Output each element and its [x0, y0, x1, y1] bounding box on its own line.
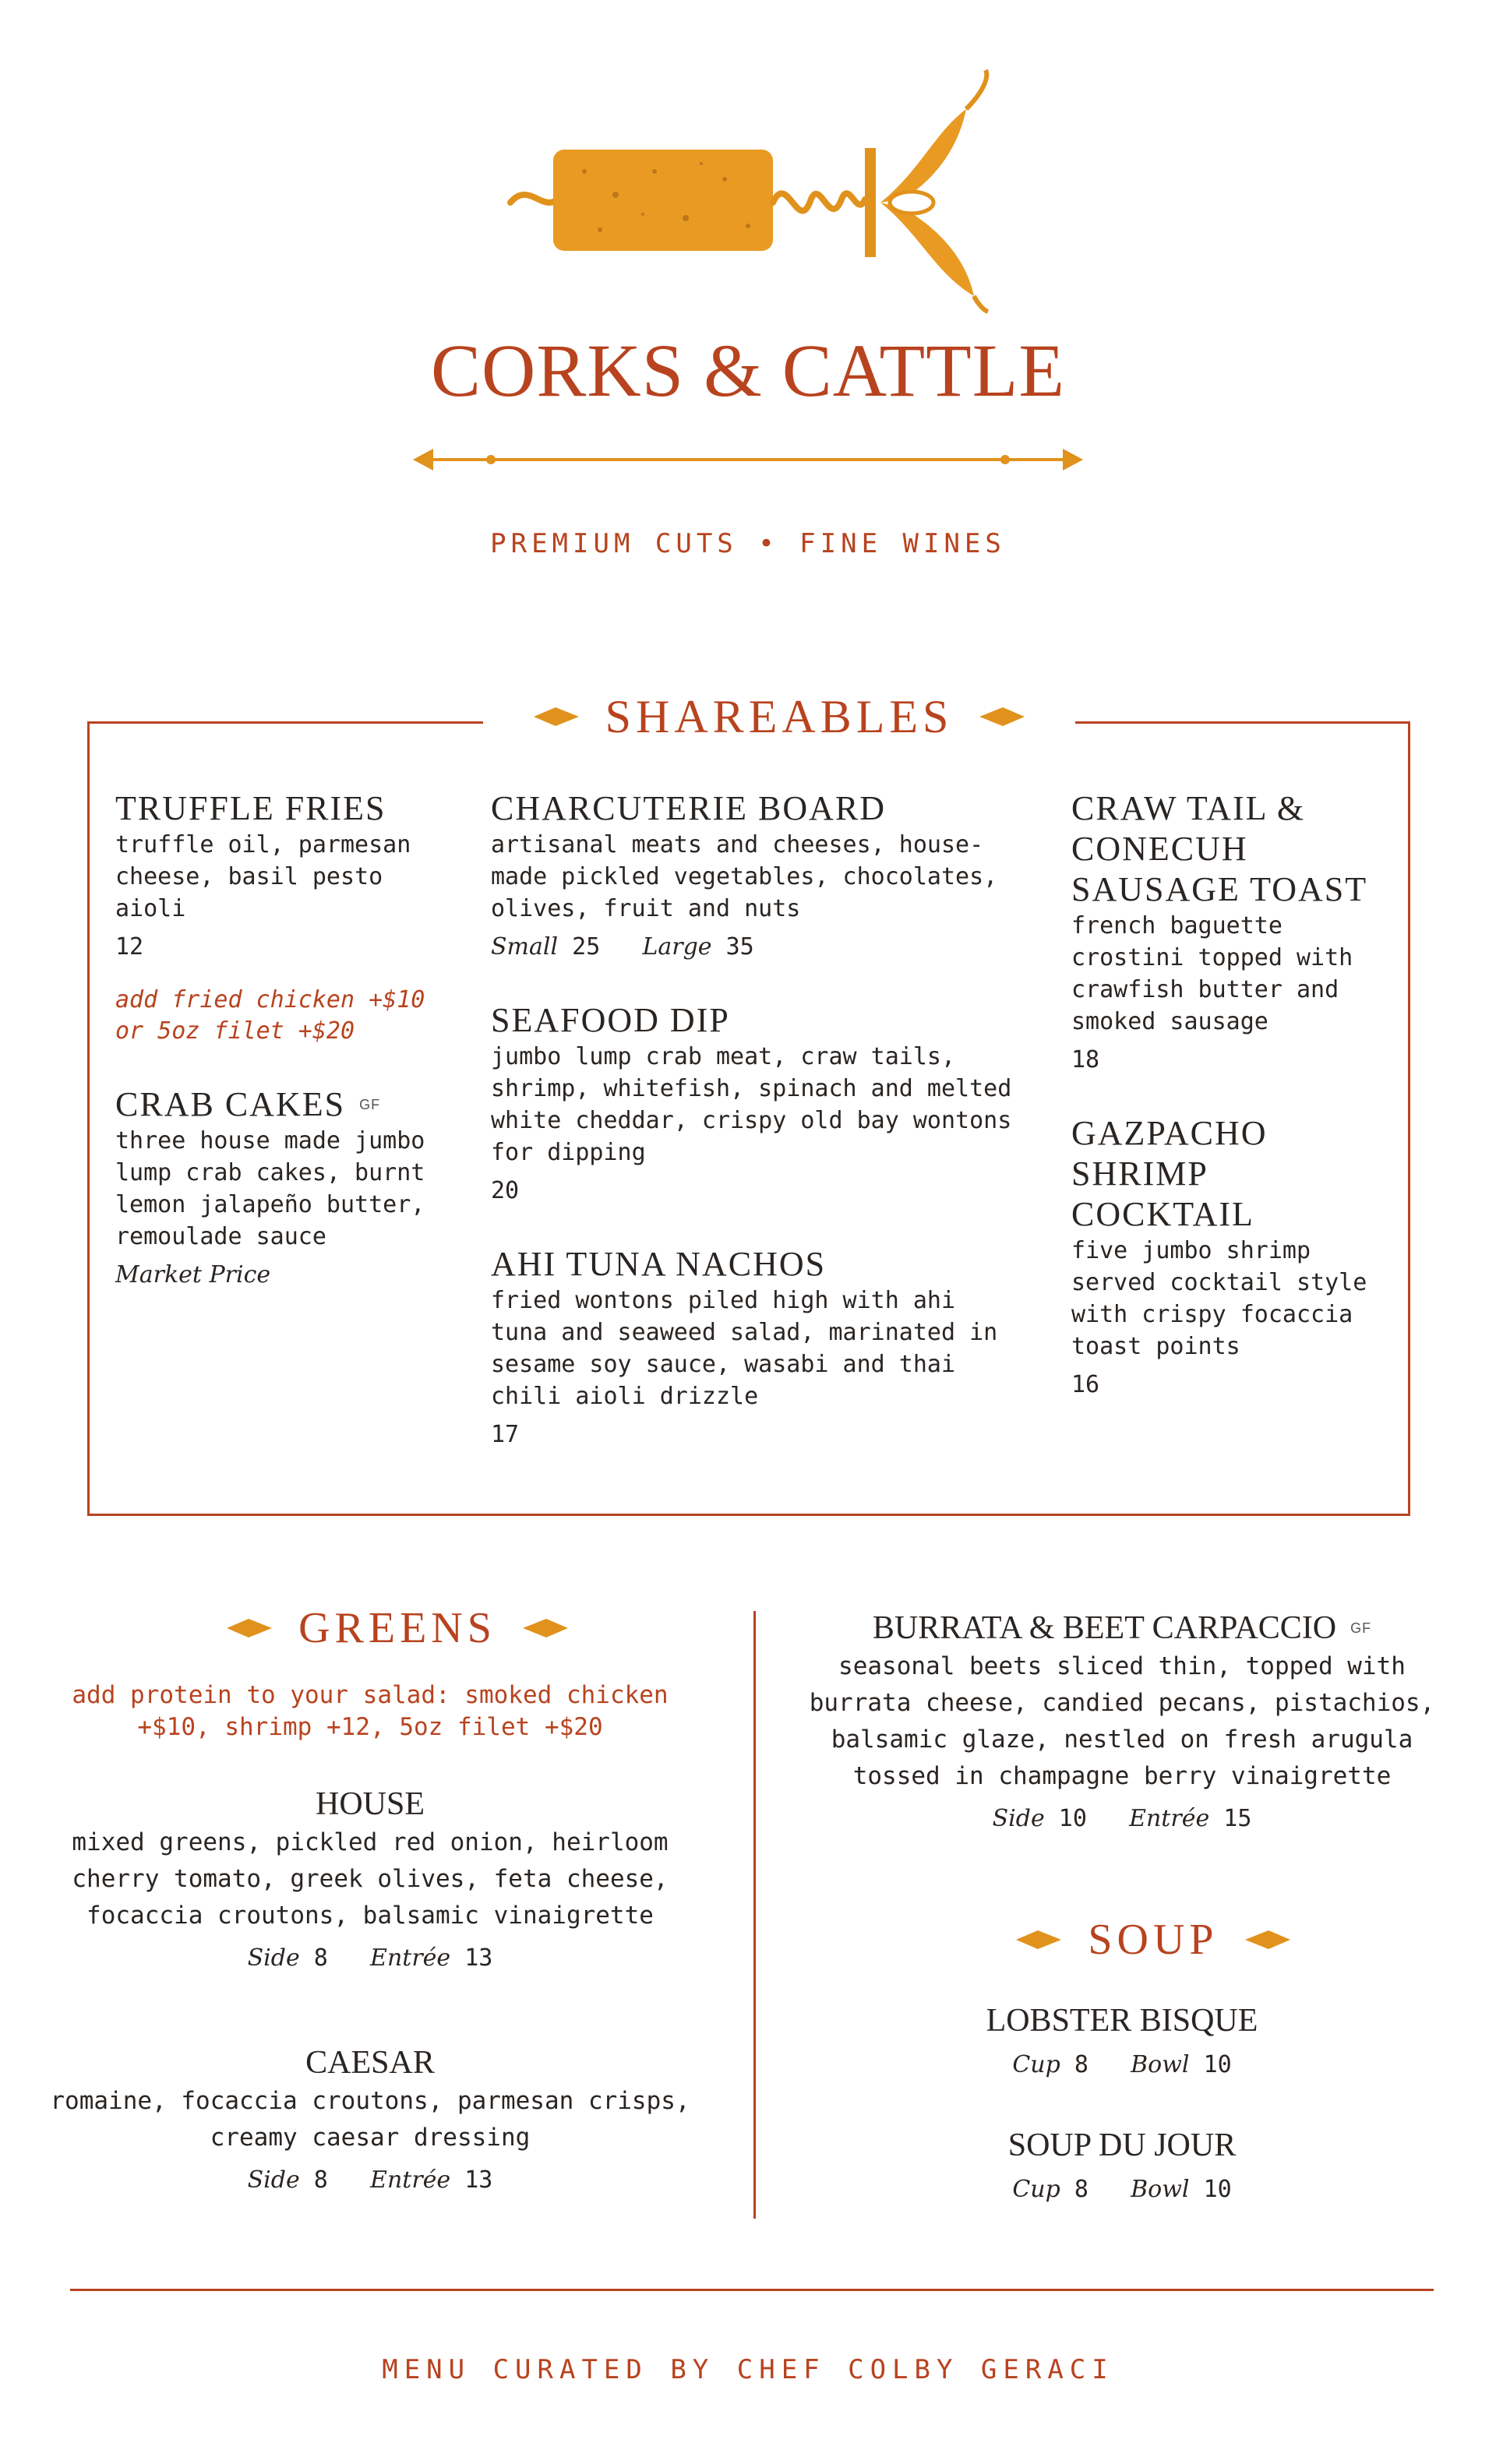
item-title: SOUP DU JOUR — [1007, 2127, 1237, 2163]
item-title: HOUSE — [315, 1786, 425, 1822]
shareables-column-3 — [1071, 788, 1399, 1438]
menu-item — [787, 2125, 1457, 2205]
shareables-column-2 — [491, 788, 1021, 1488]
price-value: 25 — [572, 933, 601, 961]
item-price — [787, 2049, 1457, 2081]
size-label: Large — [642, 933, 712, 961]
item-description: jumbo lump crab meat, craw tails, shrimp, whitefish, spinach and melted white cheddar, crispy old bay wontons for dipping — [491, 1043, 1012, 1166]
item-description: artisanal meats and cheeses, house-made pickled vegetables, chocolates, olives, fruit and nuts — [491, 831, 998, 922]
gluten-free-badge: GF — [359, 1097, 381, 1112]
size-label: Entrée — [370, 2166, 451, 2194]
price-value: 15 — [1223, 1805, 1252, 1832]
arrow-right-icon — [523, 1617, 568, 1639]
item-title: CRAW TAIL & CONECUH SAUSAGE TOAST — [1071, 789, 1368, 908]
size-label: Bowl — [1131, 2051, 1190, 2078]
shareables-heading — [483, 684, 1075, 749]
size-label: Entrée — [370, 1944, 451, 1972]
item-description: truffle oil, parmesan cheese, basil pesto aioli — [115, 831, 411, 922]
item-title: TRUFFLE FRIES — [115, 789, 386, 827]
arrow-left-icon — [1016, 1929, 1061, 1951]
menu-item — [491, 788, 1021, 963]
section-title: SHAREABLES — [605, 690, 954, 742]
section-title: SOUP — [1088, 1916, 1219, 1964]
arrow-right-icon — [1245, 1929, 1290, 1951]
item-description: fried wontons piled high with ahi tuna and seaweed salad, marinated in sesame soy sauce, wasabi and thai chili aioli drizzle — [491, 1287, 998, 1410]
item-description: french baguette crostini topped with crawfish butter and smoked sausage — [1071, 912, 1353, 1035]
arrow-right-icon — [979, 706, 1025, 728]
size-label: Side — [992, 1805, 1045, 1832]
item-title: SEAFOOD DIP — [491, 1001, 730, 1039]
menu-item — [1071, 788, 1399, 1076]
menu-item — [115, 1084, 443, 1291]
item-description: mixed greens, pickled red onion, heirloom cherry tomato, greek olives, feta cheese, focaccia croutons, balsamic vinaigrette — [72, 1828, 669, 1930]
item-price: 16 — [1071, 1371, 1100, 1398]
menu-item — [787, 2000, 1457, 2081]
soup-heading — [958, 1909, 1348, 1971]
item-price — [31, 2164, 709, 2196]
cork-logo-icon — [499, 62, 1005, 319]
menu-item — [1071, 1113, 1399, 1401]
item-title: AHI TUNA NACHOS — [491, 1245, 827, 1283]
item-title: GAZPACHO SHRIMP COCKTAIL — [1071, 1114, 1268, 1233]
item-title: CHARCUTERIE BOARD — [491, 789, 887, 827]
price-value: 8 — [313, 1944, 328, 1972]
price-value: 13 — [464, 2166, 493, 2194]
item-title: CAESAR — [305, 2045, 435, 2081]
size-label: Small — [491, 933, 559, 961]
item-title — [115, 1084, 443, 1125]
item-price — [787, 2173, 1457, 2205]
shareables-column-1 — [115, 788, 443, 1328]
item-title — [787, 1608, 1457, 1648]
menu-item — [491, 1244, 1021, 1451]
footer-divider — [70, 2289, 1434, 2291]
item-price: 20 — [491, 1177, 520, 1204]
price-value: 35 — [725, 933, 754, 961]
item-price: 12 — [115, 933, 144, 961]
price-value: 8 — [1074, 2176, 1088, 2203]
item-description: romaine, focaccia croutons, parmesan crisps, creamy caesar dressing — [50, 2087, 690, 2152]
price-value: 13 — [464, 1944, 493, 1972]
greens-heading — [168, 1597, 627, 1659]
size-label: Side — [247, 1944, 300, 1972]
section-title: GREENS — [298, 1604, 496, 1652]
gluten-free-badge: GF — [1350, 1620, 1372, 1636]
menu-item — [31, 1784, 709, 1974]
size-label: Side — [247, 2166, 300, 2194]
size-label: Entrée — [1129, 1805, 1210, 1832]
item-description: three house made jumbo lump crab cakes, burnt lemon jalapeño butter, remoulade sauce — [115, 1127, 425, 1250]
menu-item — [115, 788, 443, 1047]
size-label: Cup — [1012, 2051, 1060, 2078]
price-value: 10 — [1203, 2051, 1232, 2078]
item-price — [115, 1259, 443, 1291]
protein-addon-note: add protein to your salad: smoked chicken +$10, shrimp +12, 5oz filet +$20 — [72, 1681, 669, 1741]
column-divider — [753, 1611, 756, 2219]
item-price: 18 — [1071, 1046, 1100, 1073]
item-price — [491, 931, 1021, 963]
price-text: Market Price — [115, 1261, 271, 1288]
item-description: seasonal beets sliced thin, topped with burrata cheese, candied pecans, pistachios, balsamic glaze, nestled on fresh arugula tossed in champagne berry vinaigrette — [809, 1652, 1435, 1790]
brand-title: CORKS & CATTLE — [430, 329, 1066, 412]
item-title-text: BURRATA & BEET CARPACCIO — [872, 1610, 1337, 1646]
tagline: PREMIUM CUTS • FINE WINES — [490, 528, 1006, 559]
price-value: 10 — [1058, 1805, 1087, 1832]
item-addon: add fried chicken +$10 or 5oz filet +$20 — [115, 986, 425, 1045]
menu-item — [491, 1000, 1021, 1207]
item-title: LOBSTER BISQUE — [986, 2003, 1258, 2039]
item-title-text: CRAB CAKES — [115, 1085, 346, 1123]
item-price — [31, 1942, 709, 1974]
footer-credit: MENU CURATED BY CHEF COLBY GERACI — [382, 2354, 1114, 2385]
menu-item — [787, 1608, 1457, 1835]
price-value: 10 — [1203, 2176, 1232, 2203]
item-price: 17 — [491, 1421, 520, 1448]
divider-ornament-icon — [413, 444, 1083, 475]
price-value: 8 — [313, 2166, 328, 2194]
arrow-left-icon — [534, 706, 579, 728]
size-label: Cup — [1012, 2176, 1060, 2203]
size-label: Bowl — [1131, 2176, 1190, 2203]
arrow-left-icon — [227, 1617, 272, 1639]
item-price — [787, 1803, 1457, 1835]
price-value: 8 — [1074, 2051, 1088, 2078]
item-description: five jumbo shrimp served cocktail style with crispy focaccia toast points — [1071, 1237, 1367, 1360]
menu-item — [31, 2043, 709, 2196]
